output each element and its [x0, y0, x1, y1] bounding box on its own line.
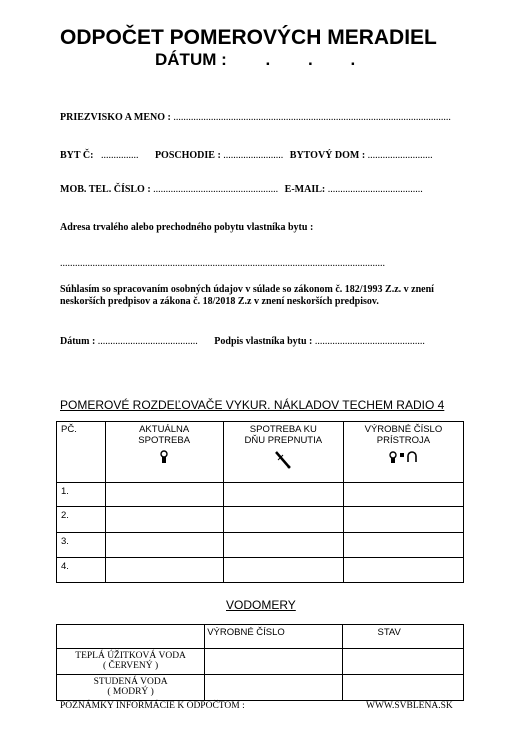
name-field[interactable]: [60, 112, 451, 123]
cell-serial[interactable]: [343, 558, 463, 583]
col-serial-line-1: VÝROBNÉ ČÍSLO: [364, 424, 443, 435]
table-row: [57, 649, 464, 675]
cell-current[interactable]: [105, 558, 223, 583]
name-label: PRIEZVISKO A MENO :: [60, 112, 171, 123]
col-serial-header: [344, 422, 463, 467]
date-heading: [155, 50, 355, 70]
consent-line-1: Súhlasím so spracovaním osobných údajov v súlade so zákonom č. 182/1993 Z.z. v znení: [60, 284, 434, 295]
hot-water-line-2: ( ČERVENÝ ): [103, 661, 159, 671]
email-dots[interactable]: ......................................: [327, 184, 423, 195]
name-dots: ...............................................................................................................: [173, 112, 451, 123]
floor-label: POSCHODIE :: [154, 150, 221, 161]
date-heading-label: DÁTUM :: [155, 50, 227, 69]
floor-dots[interactable]: ........................: [223, 150, 284, 161]
cell-cold-serial[interactable]: [205, 675, 343, 701]
col-serial-line-2: PRÍSTROJA: [376, 435, 431, 446]
col-current-header: [106, 422, 223, 467]
cell-current[interactable]: [105, 507, 223, 533]
flat-dots[interactable]: ...............: [100, 150, 139, 161]
allocator-serial-icon: [344, 450, 463, 467]
col-switch-line-1: SPOTREBA KU: [249, 424, 317, 435]
website-link[interactable]: WWW.SVBLENA.SK: [366, 701, 453, 711]
cold-water-label: [57, 675, 204, 697]
row-number: 1.: [61, 486, 69, 497]
cell-hot-state[interactable]: [343, 649, 464, 675]
phone-label: MOB. TEL. ČÍSLO :: [60, 184, 151, 195]
col-switch-line-2: DŇU PREPNUTIA: [244, 435, 323, 446]
cell-serial[interactable]: [343, 483, 463, 507]
allocators-table: [56, 421, 464, 583]
house-dots[interactable]: ..........................: [367, 150, 433, 161]
table-row: [57, 533, 464, 558]
col-pc-header: PČ.: [61, 424, 77, 435]
signature-label: Podpis vlastníka bytu :: [214, 336, 313, 347]
date-heading-dots: . . .: [265, 50, 356, 69]
notes-label: POZNÁMKY INFORMÁCIE K ODPOČTOM :: [60, 701, 245, 711]
consent-text: [60, 284, 434, 308]
contact-row: [60, 184, 423, 195]
allocators-heading: POMEROVÉ ROZDEĽOVAČE VYKUR. NÁKLADOV TECHEM RADIO 4: [60, 398, 445, 412]
flat-row: [60, 150, 433, 161]
cell-switch[interactable]: [223, 507, 343, 533]
cell-hot-serial[interactable]: [205, 649, 343, 675]
water-col-state: STAV: [377, 627, 401, 638]
phone-dots[interactable]: ..................................................: [153, 184, 279, 195]
cell-serial[interactable]: [343, 533, 463, 558]
water-header-row: [57, 625, 464, 649]
house-label: BYTOVÝ DOM :: [289, 150, 366, 161]
flat-label: BYT Č:: [60, 150, 94, 161]
col-current-line-2: SPOTREBA: [138, 435, 191, 446]
email-label: E-MAIL:: [284, 184, 326, 195]
cell-switch[interactable]: [223, 483, 343, 507]
date-field-dots[interactable]: ........................................: [97, 336, 198, 347]
address-dots[interactable]: ..................................................................................................................................: [60, 258, 385, 269]
table-row: [57, 558, 464, 583]
date-signature-row: [60, 336, 425, 347]
page-title: ODPOČET POMEROVÝCH MERADIEL: [60, 26, 437, 49]
water-table: [56, 624, 464, 701]
cell-switch[interactable]: [223, 533, 343, 558]
cell-current[interactable]: [105, 483, 223, 507]
cell-switch[interactable]: [223, 558, 343, 583]
cell-current[interactable]: [105, 533, 223, 558]
cell-cold-state[interactable]: [343, 675, 464, 701]
hot-water-line-1: TEPLÁ ÚŽITKOVÁ VODA: [75, 651, 186, 661]
magnet-pen-icon: [224, 450, 343, 473]
cold-water-line-2: ( MODRÝ ): [107, 687, 154, 697]
allocators-header-row: [57, 422, 464, 483]
table-row: [57, 675, 464, 701]
water-heading: VODOMERY: [226, 598, 296, 612]
signature-dots[interactable]: ............................................: [314, 336, 425, 347]
hot-water-label: [57, 649, 204, 671]
col-current-line-1: AKTUÁLNA: [139, 424, 190, 435]
row-number: 4.: [61, 561, 69, 572]
table-row: [57, 507, 464, 533]
col-switch-header: [224, 422, 343, 473]
water-col-serial: VÝROBNÉ ČÍSLO: [207, 627, 285, 638]
cell-serial[interactable]: [343, 507, 463, 533]
consent-line-2: neskorších predpisov a zákona č. 18/2018 Z.z v znení neskorších predpisov.: [60, 296, 379, 307]
table-row: [57, 483, 464, 507]
row-number: 2.: [61, 510, 69, 521]
row-number: 3.: [61, 536, 69, 547]
cold-water-line-1: STUDENÁ VODA: [93, 677, 168, 687]
address-label: Adresa trvalého alebo prechodného pobytu vlastníka bytu :: [60, 222, 314, 233]
date-field-label: Dátum :: [60, 336, 96, 347]
allocator-display-icon: [106, 450, 223, 467]
